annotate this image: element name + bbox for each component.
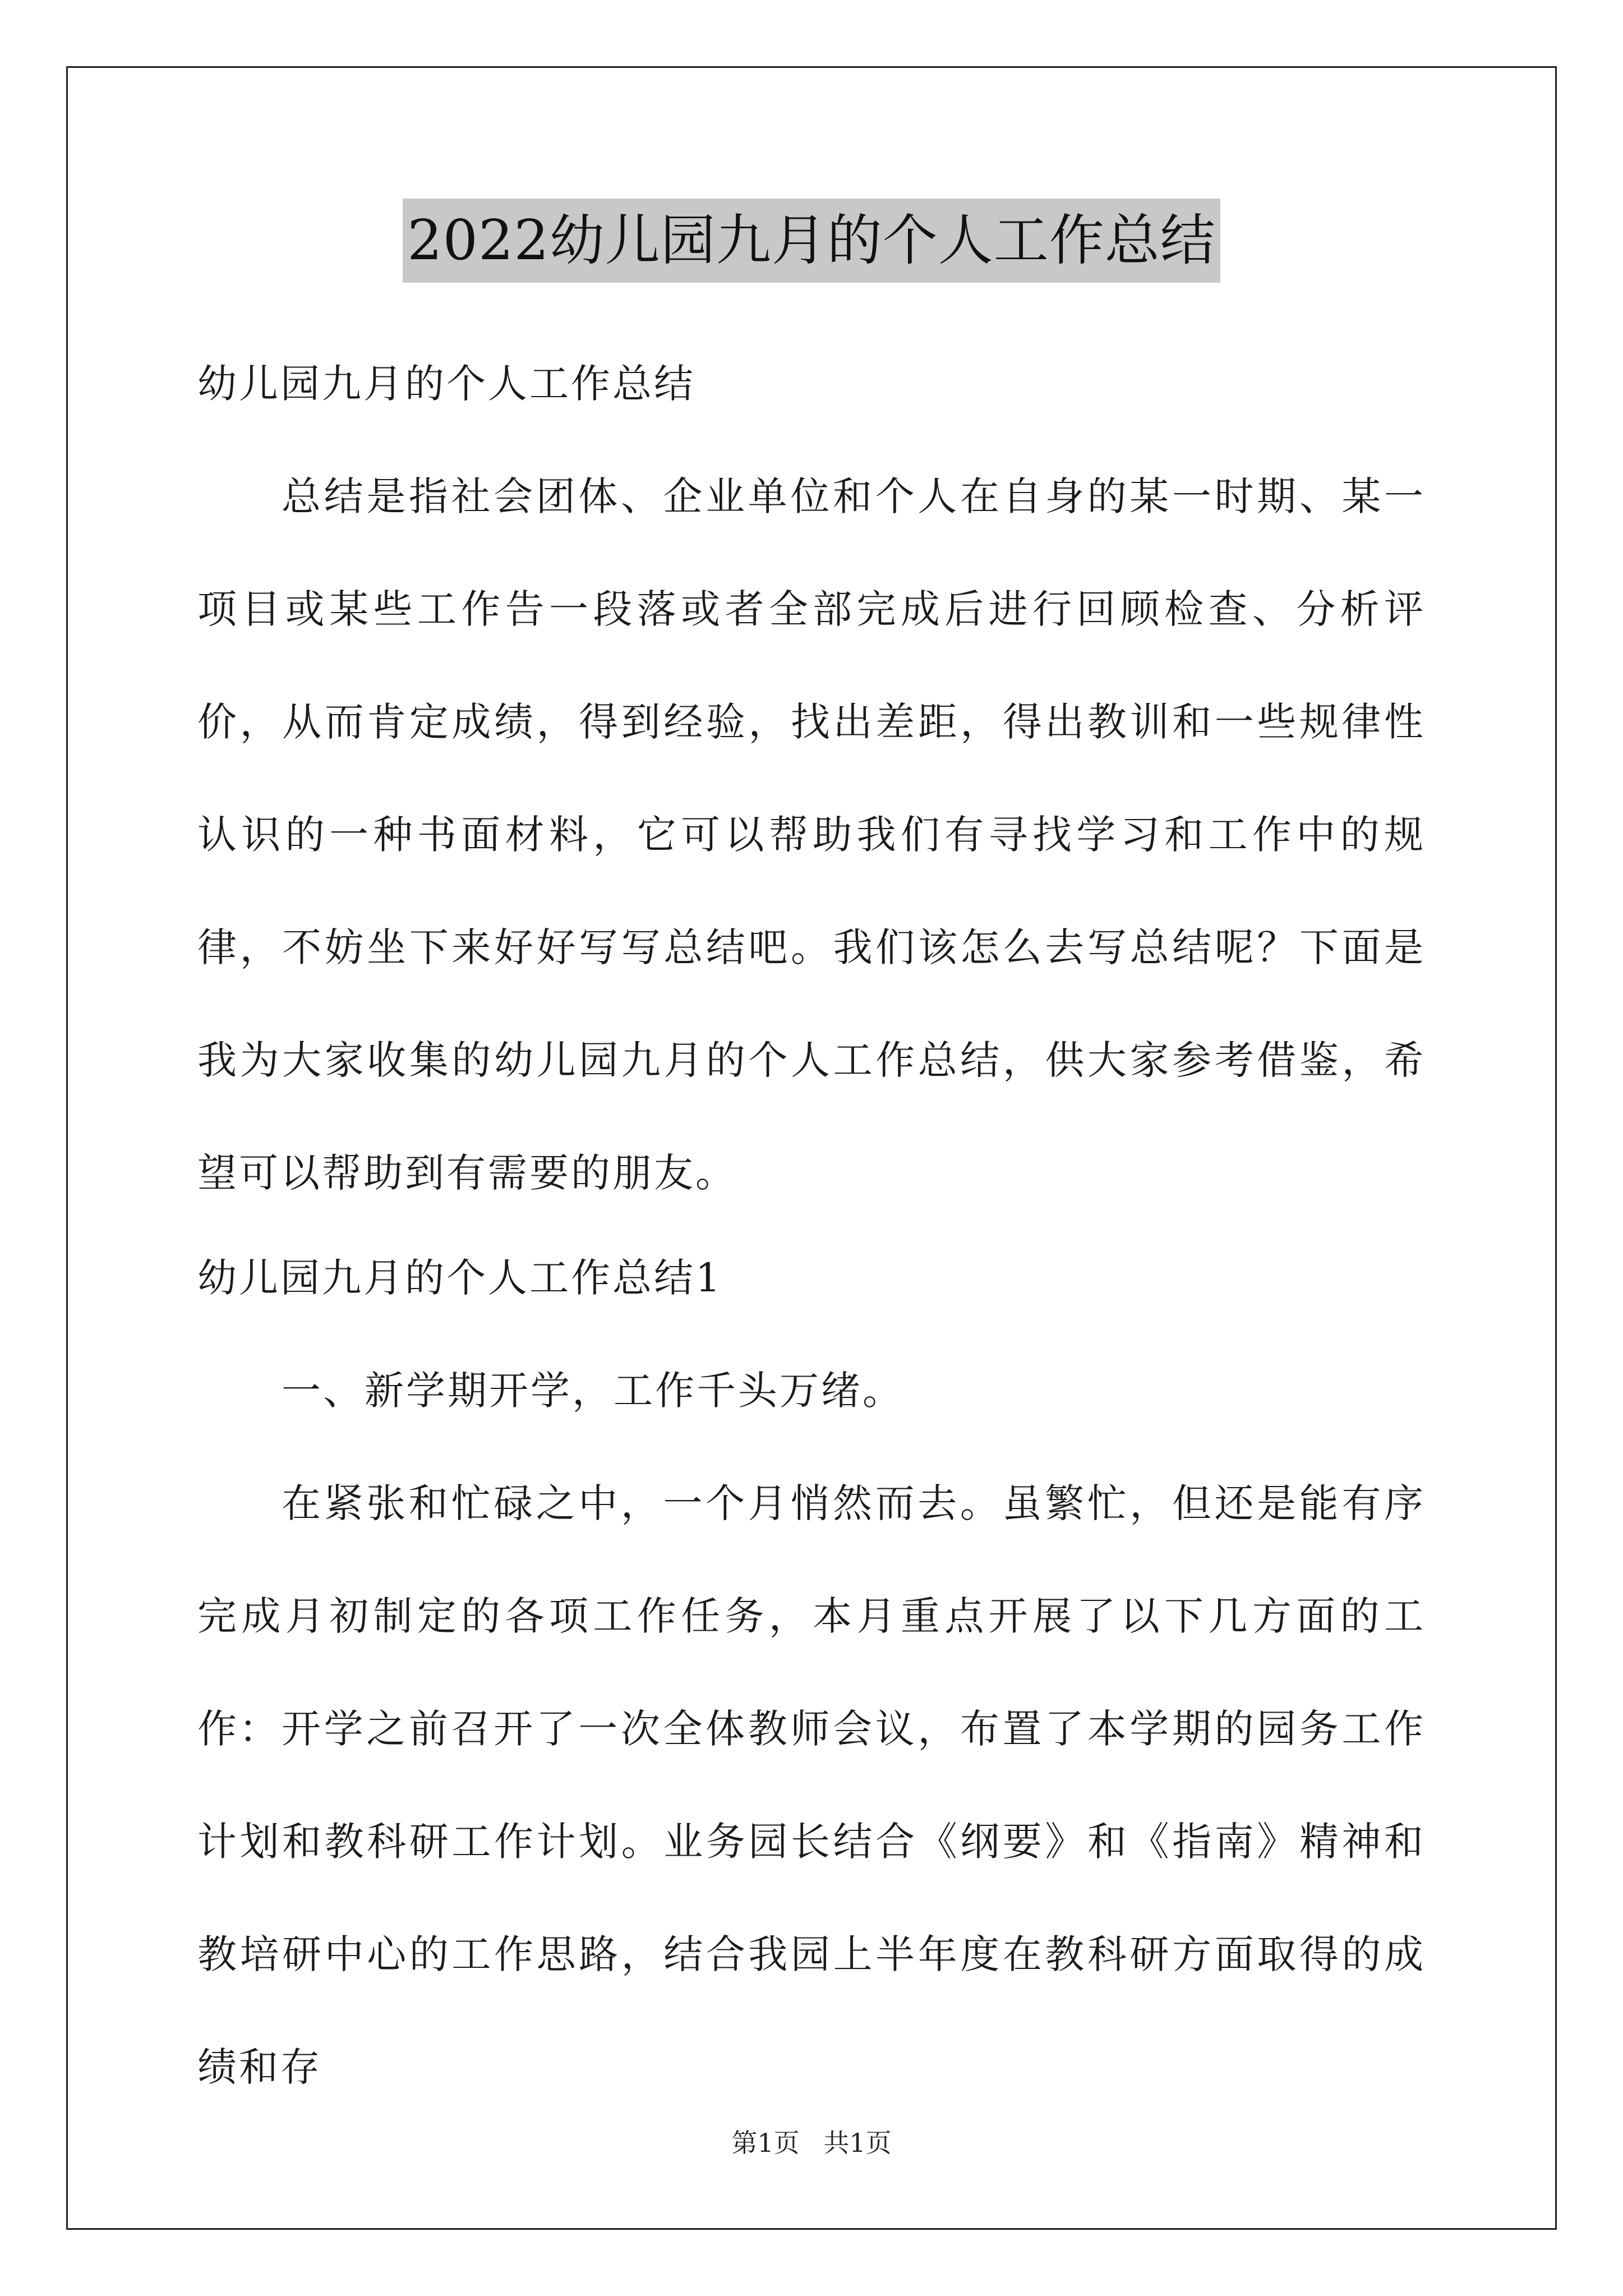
title-container [0,199,1623,283]
section-title: 幼儿园九月的个人工作总结1 [197,1255,723,1301]
page-footer [0,2126,1623,2160]
subheading: 幼儿园九月的个人工作总结 [197,361,695,407]
section-heading: 一、新学期开学，工作千头万绪。 [282,1368,904,1414]
page-total: 共1页 [823,2128,892,2158]
body-paragraph-1: 在紧张和忙碌之中，一个月悄然而去。虽繁忙，但还是能有序完成月初制定的各项工作任务，本月重点开展了以下几方面的工作： [197,1480,1426,1752]
document-title: 2022幼儿园九月的个人工作总结 [403,199,1220,283]
body-paragraph-2: 开学之前召开了一次全体教师会议，布置了本学期的园务工作计划和教科研工作计划。业务园长结合《纲要》和《指南》精神和教培研中心的工作思路，结合我园上半年度在教科研方面取得的成绩和存 [197,1706,1426,2090]
page-number: 第1页 [731,2128,800,2158]
intro-paragraph: 总结是指社会团体、企业单位和个人在自身的某一时期、某一项目或某些工作告一段落或者全部完成后进行回顾检查、分析评价，从而肯定成绩，得到经验，找出差距，得出教训和一些规律性认识的一种书面材料，它可以帮助我们有寻找学习和工作中的规律，不妨坐下来好好写写总结吧。我们该怎么去写总结呢？下面是我为大家收集的幼儿园九月的个人工作总结，供大家参考借鉴，希望可以帮助到有需要的朋友。 [197,473,1426,1196]
